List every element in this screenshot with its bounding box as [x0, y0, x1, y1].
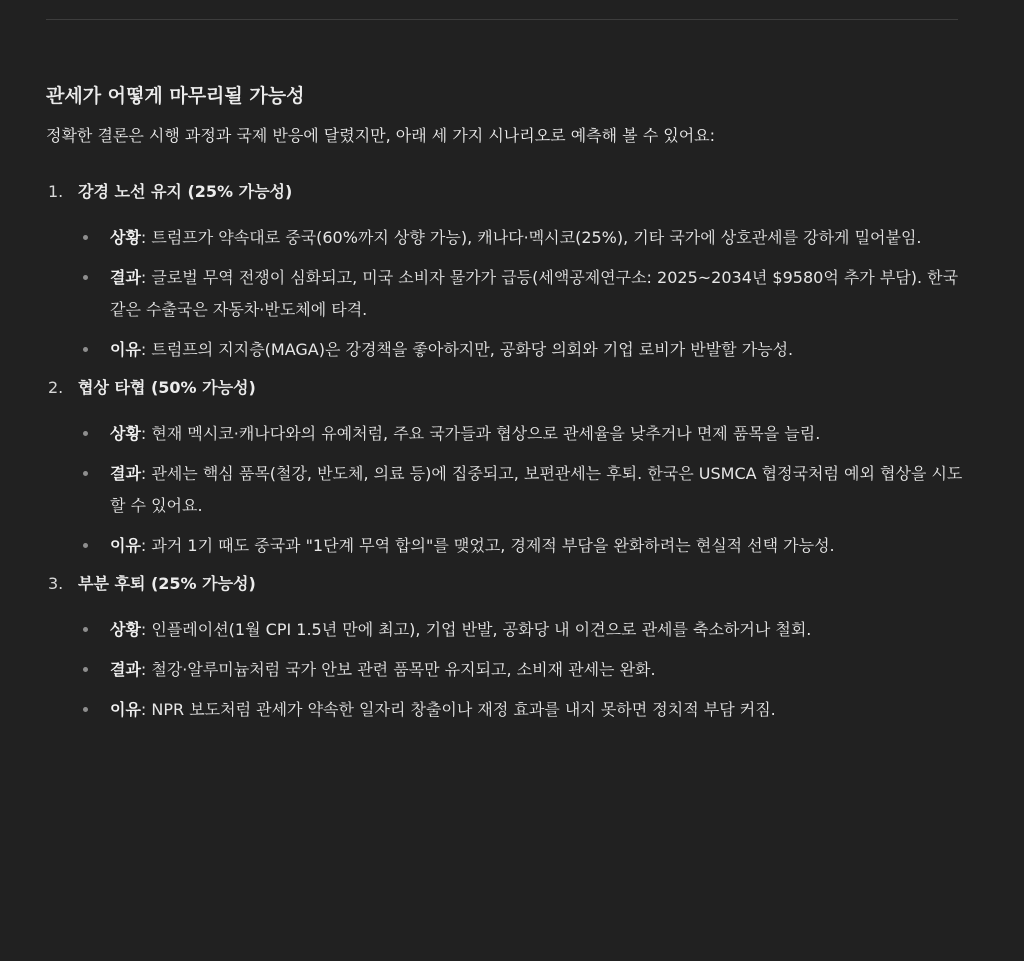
detail-item: [110, 458, 966, 522]
detail-label: 이유: [110, 340, 141, 359]
detail-text: : 철강·알루미늄처럼 국가 안보 관련 품목만 유지되고, 소비재 관세는 완화.: [140, 660, 656, 679]
scenario-title: 협상 타협 (50% 가능성): [78, 378, 256, 397]
scenario-heading: [46, 570, 966, 598]
bullet-dot-icon: [83, 471, 88, 476]
bullet-dot-icon: [83, 627, 88, 632]
bullet-dot-icon: [83, 543, 88, 548]
detail-label: 상황: [110, 424, 141, 443]
detail-text: : 인플레이션(1월 CPI 1.5년 만에 최고), 기업 반발, 공화당 내 이견으로 관세를 축소하거나 철회.: [140, 620, 812, 639]
scenario-number: 1.: [48, 182, 64, 201]
bullet-dot-icon: [83, 347, 88, 352]
message-divider: [46, 19, 958, 20]
detail-item: [110, 530, 966, 562]
detail-label: 상황: [110, 620, 141, 639]
detail-label: 결과: [110, 660, 141, 679]
scenario-heading: [46, 374, 966, 402]
detail-item: [110, 694, 966, 726]
scenario-details: [46, 418, 966, 562]
scenario-details: [46, 222, 966, 366]
detail-label: 결과: [110, 268, 141, 287]
detail-item: [110, 262, 966, 326]
detail-item: [110, 654, 966, 686]
detail-item: [110, 334, 966, 366]
detail-label: 이유: [110, 536, 141, 555]
bullet-dot-icon: [83, 707, 88, 712]
scenario-title: 강경 노선 유지 (25% 가능성): [78, 182, 293, 201]
scenario-details: [46, 614, 966, 726]
detail-text: : 글로벌 무역 전쟁이 심화되고, 미국 소비자 물가가 급등(세액공제연구소: 2025~2034년 $9580억 추가 부담). 한국 같은 수출국은 자동차·반도체에 타격.: [110, 268, 959, 319]
detail-text: : 트럼프가 약속대로 중국(60%까지 상향 가능), 캐나다·멕시코(25%), 기타 국가에 상호관세를 강하게 밀어붙임.: [140, 228, 922, 247]
scenario-list: [46, 178, 966, 726]
assistant-message: [46, 78, 966, 734]
bullet-dot-icon: [83, 431, 88, 436]
scenario-number: 2.: [48, 378, 64, 397]
bullet-dot-icon: [83, 235, 88, 240]
intro-paragraph: 정확한 결론은 시행 과정과 국제 반응에 달렸지만, 아래 세 가지 시나리오로 예측해 볼 수 있어요:: [46, 126, 716, 145]
detail-text: : 트럼프의 지지층(MAGA)은 강경책을 좋아하지만, 공화당 의회와 기업 로비가 반발할 가능성.: [140, 340, 794, 359]
scenario-heading: [46, 178, 966, 206]
scenario-number: 3.: [48, 574, 64, 593]
detail-text: : 현재 멕시코·캐나다와의 유예처럼, 주요 국가들과 협상으로 관세율을 낮추거나 면제 품목을 늘림.: [140, 424, 821, 443]
scenario-title: 부분 후퇴 (25% 가능성): [78, 574, 256, 593]
detail-text: : 과거 1기 때도 중국과 "1단계 무역 합의"를 맺었고, 경제적 부담을 완화하려는 현실적 선택 가능성.: [140, 536, 835, 555]
bullet-dot-icon: [83, 667, 88, 672]
detail-label: 상황: [110, 228, 141, 247]
detail-label: 결과: [110, 464, 141, 483]
scenario-item: [46, 178, 966, 366]
scenario-item: [46, 570, 966, 726]
bullet-dot-icon: [83, 275, 88, 280]
section-heading: 관세가 어떻게 마무리될 가능성: [46, 85, 305, 107]
detail-item: [110, 418, 966, 450]
scenario-item: [46, 374, 966, 562]
detail-text: : 관세는 핵심 품목(철강, 반도체, 의료 등)에 집중되고, 보편관세는 후퇴. 한국은 USMCA 협정국처럼 예외 협상을 시도할 수 있어요.: [110, 464, 963, 515]
detail-item: [110, 222, 966, 254]
detail-label: 이유: [110, 700, 141, 719]
detail-item: [110, 614, 966, 646]
detail-text: : NPR 보도처럼 관세가 약속한 일자리 창출이나 재정 효과를 내지 못하면 정치적 부담 커짐.: [140, 700, 776, 719]
